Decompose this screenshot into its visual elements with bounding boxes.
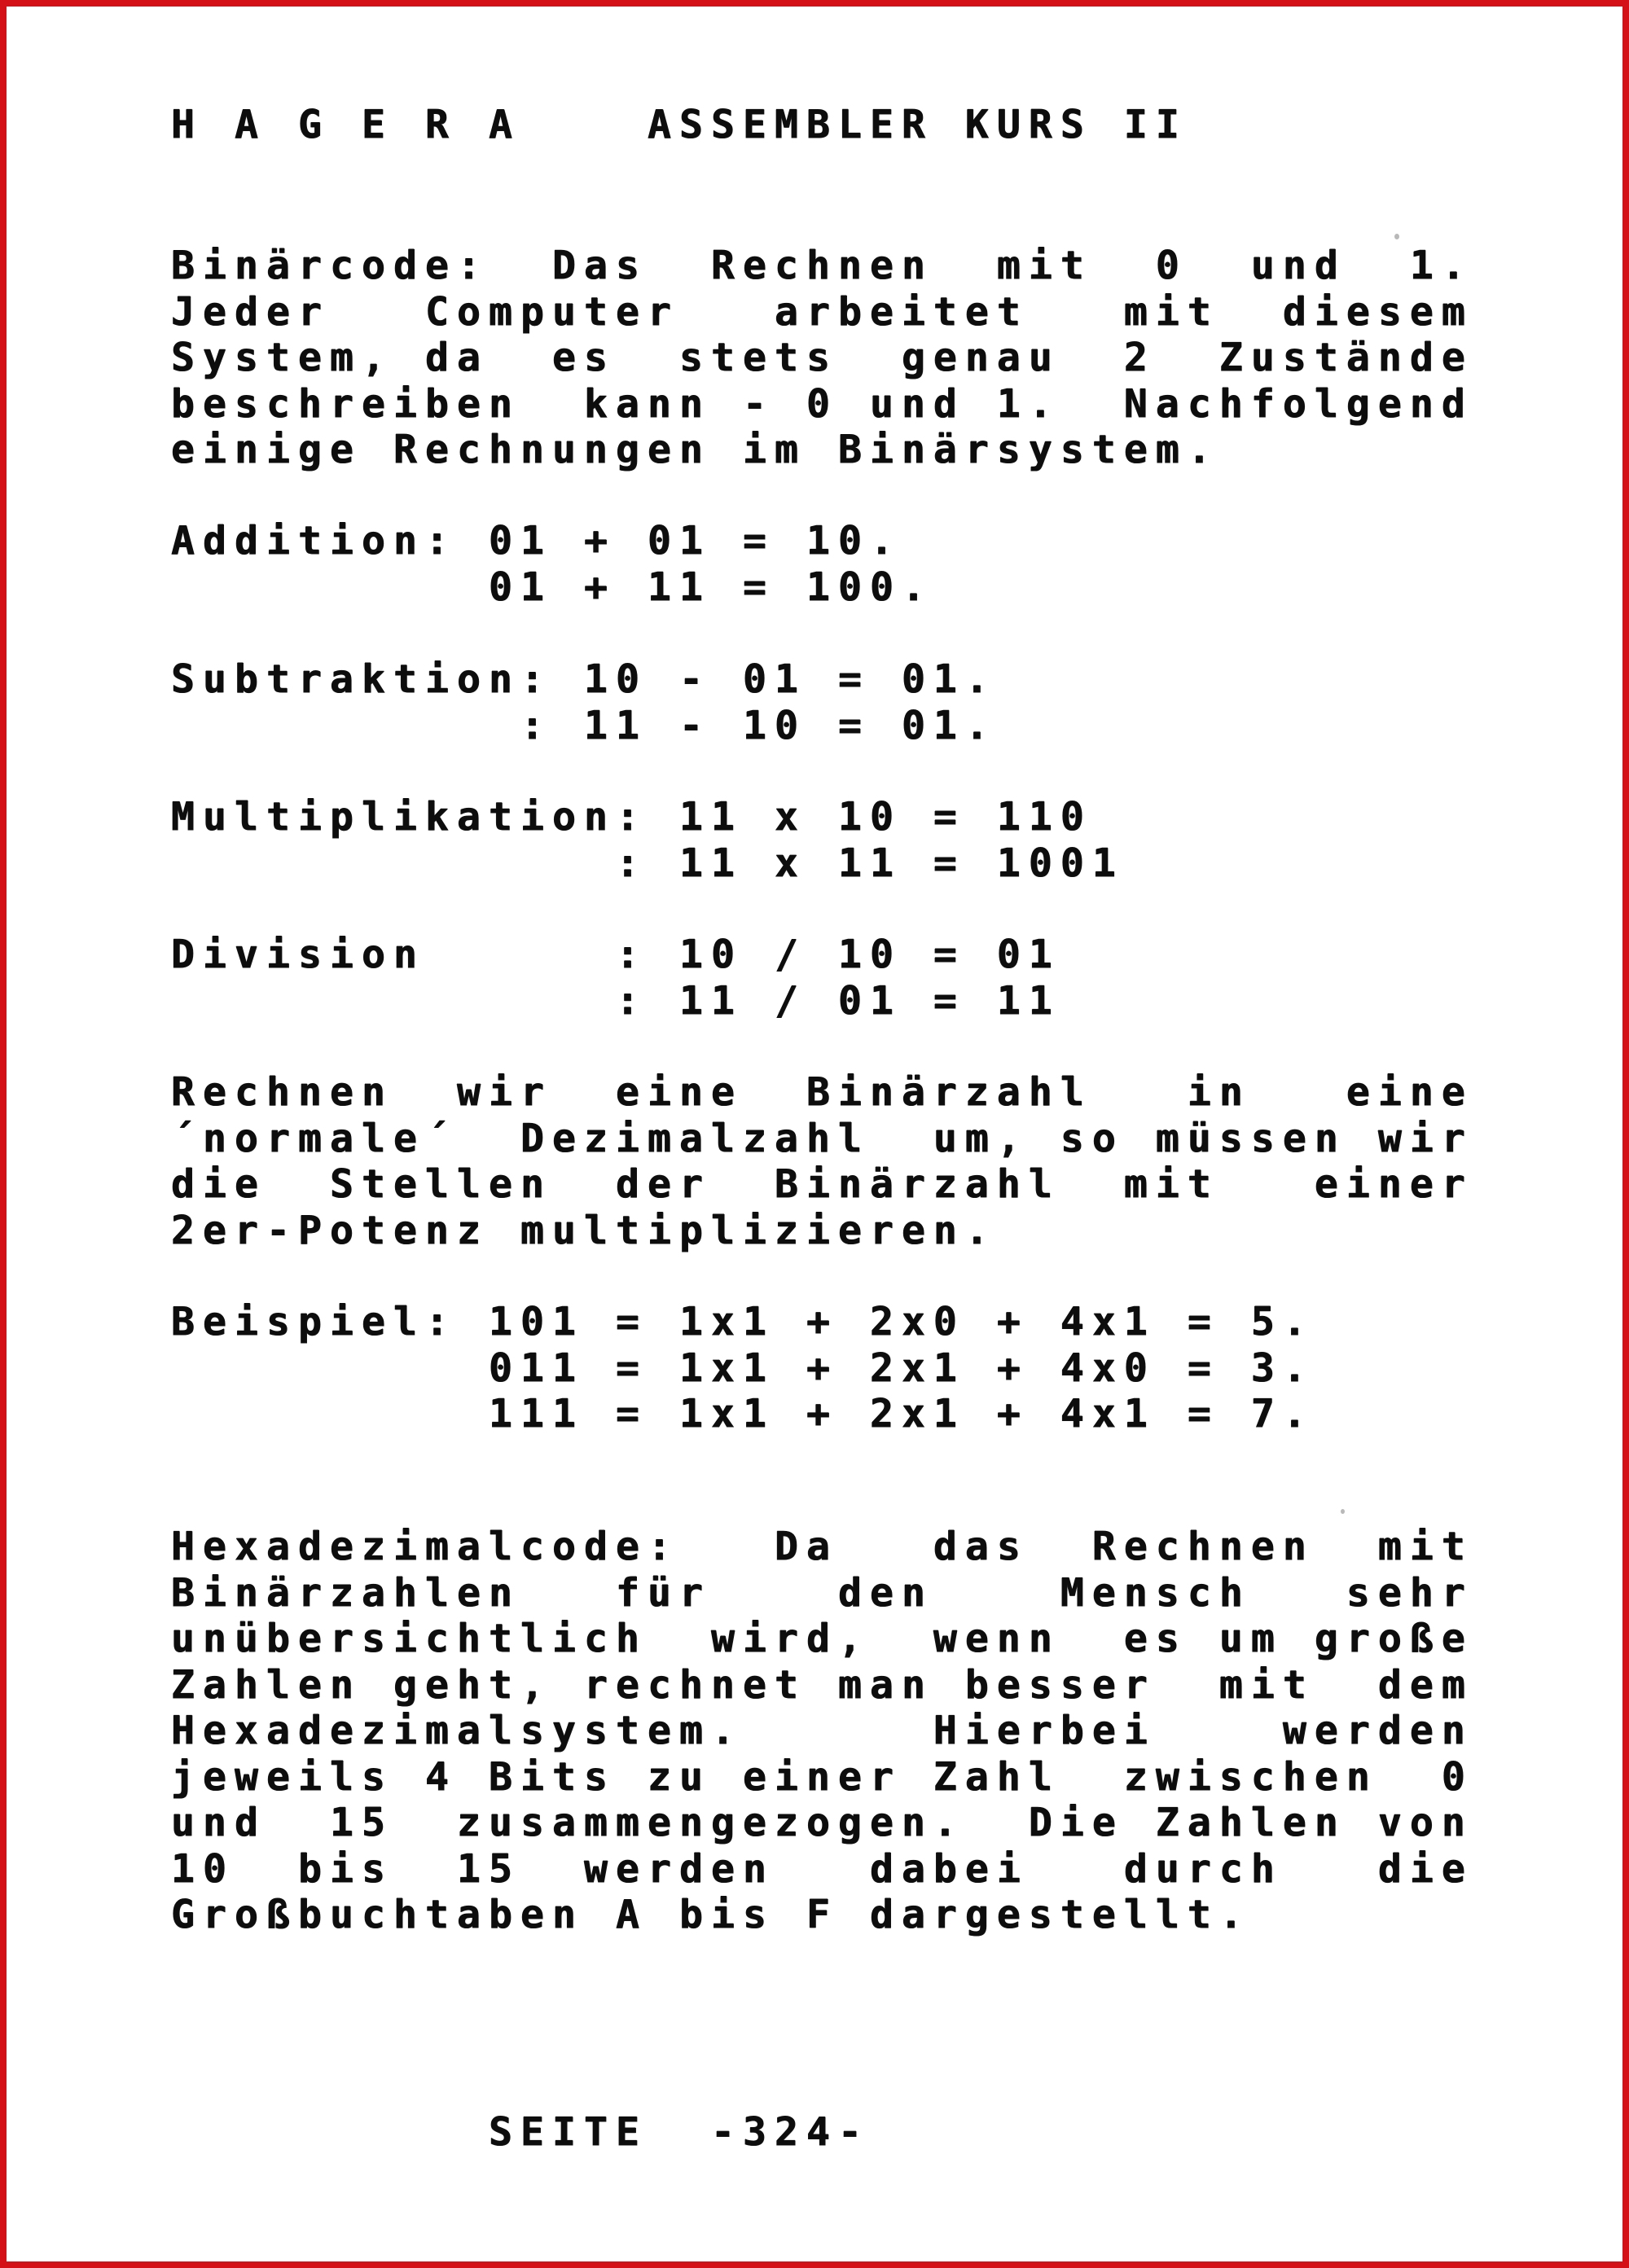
text-line: 2er-Potenz multiplizieren. [171,1207,997,1253]
text-line: einige Rechnungen im Binärsystem. [171,427,1219,472]
text-line: 111 = 1x1 + 2x1 + 4x1 = 7. [171,1391,1315,1437]
text-line: Beispiel: 101 = 1x1 + 2x0 + 4x1 = 5. [171,1299,1315,1345]
division-example-block [171,932,1060,1024]
scan-speck [1394,234,1399,239]
text-line: beschreiben kann - 0 und 1. Nachfolgend [171,380,1473,427]
example-conversion-block [171,1299,1315,1437]
text-line: : 11 x 11 = 1001 [171,840,1124,886]
paragraph-hexadecimal [171,1524,1473,1938]
page-header-title: H A G E R A ASSEMBLER KURS II [171,102,1188,147]
text-line: 01 + 11 = 100. [171,564,933,610]
text-line: Jeder Computer arbeitet mit diesem [171,288,1473,335]
text-line: 10 bis 15 werden dabei durch die [171,1845,1473,1892]
text-line: die Stellen der Binärzahl mit einer [171,1161,1473,1207]
text-line: Binärcode: Das Rechnen mit 0 und 1. [171,243,1473,288]
text-line: Subtraktion: 10 - 01 = 01. [171,656,997,702]
text-line: unübersichtlich wird, wenn es um große [171,1616,1473,1661]
text-line: Zahlen geht, rechnet man besser mit dem [171,1661,1473,1708]
text-line: System, da es stets genau 2 Zustände [171,335,1473,380]
text-line: Großbuchtaben A bis F dargestellt. [171,1892,1251,1937]
scan-speck [1341,1509,1345,1514]
text-line: 011 = 1x1 + 2x1 + 4x0 = 3. [171,1345,1315,1391]
text-line: : 11 / 01 = 11 [171,977,1060,1024]
text-line: Binärzahlen für den Mensch sehr [171,1569,1473,1616]
text-line: Hexadezimalsystem. Hierbei werden [171,1708,1473,1753]
paragraph-binary-to-decimal [171,1069,1473,1253]
page-footer [489,2109,870,2156]
addition-example-block [171,518,933,610]
text-line: Addition: 01 + 01 = 10. [171,518,902,564]
text-line: Multiplikation: 11 x 10 = 110 [171,794,1092,840]
text-line: ´normale´ Dezimalzahl um, so müssen wir [171,1115,1473,1161]
page-number-label: SEITE -324- [489,2109,870,2155]
subtraction-example-block [171,656,997,748]
text-line: Rechnen wir eine Binärzahl in eine [171,1069,1473,1115]
text-line: : 11 - 10 = 01. [171,702,997,748]
text-line: jeweils 4 Bits zu einer Zahl zwischen 0 [171,1753,1473,1800]
page-header [171,102,1188,148]
text-line: Hexadezimalcode: Da das Rechnen mit [171,1524,1473,1569]
text-line: und 15 zusammengezogen. Die Zahlen von [171,1800,1473,1845]
paragraph-binary-intro [171,243,1473,473]
multiplication-example-block [171,794,1124,886]
text-line: Division : 10 / 10 = 01 [171,932,1060,977]
